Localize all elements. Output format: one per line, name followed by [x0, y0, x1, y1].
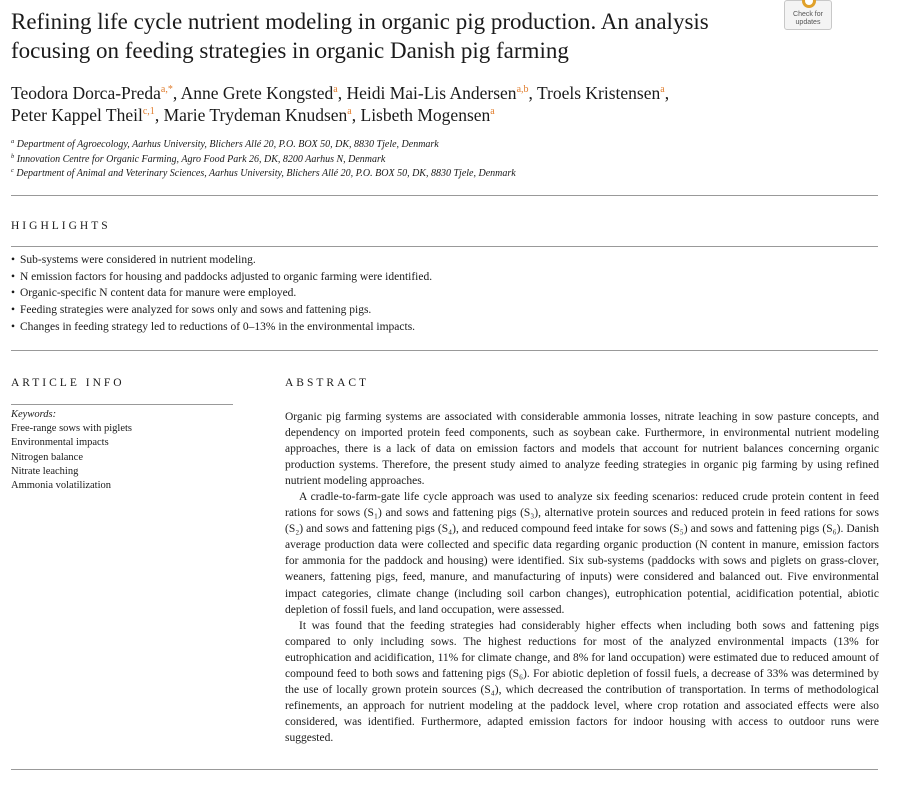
abstract-paragraph: It was found that the feeding strategies had considerably higher effects when including both sows and fattening pigs compared to only including sows. The highest reductions for most of the analyzed environmental impacts (13% for eutrophication and acidification, 11% for climate change, and 8% for land occupation) were estimated due to reduced amount of compound feed to both sows and fattening pigs (S₆). For abiotic depletion of fossil fuels, a decrease of 33% was determined by the use of locally grown protein sources (S₄), which decreased the contribution of transportation. In terms of methodological refinements, an approach for nutrient modeling at the paddock level, where crop rotation and associated effects were also considered, was identified. Furthermore, adapted emission factors for indoor housing with access to outdoor runs were suggested.	[285, 619, 879, 744]
author-affiliation-mark[interactable]: a	[490, 106, 495, 117]
affiliation-item	[11, 167, 871, 182]
divider	[11, 769, 878, 770]
keyword-item[interactable]: Environmental impacts	[11, 437, 109, 449]
bullet-icon: •	[11, 320, 16, 333]
check-for-updates-icon	[802, 0, 816, 8]
highlight-text: Changes in feeding strategy led to reductions of 0–13% in the environmental impacts.	[20, 320, 416, 333]
author-affiliation-mark[interactable]: a,*	[160, 84, 173, 95]
affiliation-mark: b	[11, 152, 15, 160]
article-info-heading: ARTICLE INFO	[11, 377, 125, 389]
author-affiliation-mark[interactable]: a	[347, 106, 352, 117]
article-title: Refining life cycle nutrient modeling in organic pig production. An analysis focusing on feeding strategies in organic Danish pig farming	[11, 9, 709, 63]
keyword-item[interactable]: Ammonia volatilization	[11, 480, 112, 492]
highlight-item	[11, 252, 878, 269]
affiliation-text: Department of Animal and Veterinary Sciences, Aarhus University, Blichers Allé 20, P.O. BOX 50, DK, 8830 Tjele, Denmark	[16, 168, 516, 179]
highlight-text: Organic-specific N content data for manure were employed.	[20, 287, 297, 300]
divider	[11, 350, 878, 351]
bullet-icon: •	[11, 304, 16, 317]
bullet-icon: •	[11, 270, 16, 283]
check-for-updates-label	[785, 11, 831, 26]
affiliation-text: Department of Agroecology, Aarhus University, Blichers Allé 20, P.O. BOX 50, DK, 8830 Tjele, Denmark	[16, 139, 439, 150]
highlight-item	[11, 285, 878, 302]
affiliation-item	[11, 153, 871, 168]
highlight-text: Sub-systems were considered in nutrient modeling.	[20, 254, 256, 266]
highlight-item	[11, 302, 878, 319]
author-affiliation-mark[interactable]: a	[333, 84, 338, 95]
author-name[interactable]: Heidi Mai-Lis Andersen	[346, 83, 517, 103]
highlight-text: Feeding strategies were analyzed for sows only and sows and fattening pigs.	[20, 304, 372, 317]
abstract-body	[285, 409, 879, 746]
author-separator: ,	[154, 105, 164, 125]
keyword-item[interactable]: Nitrogen balance	[11, 451, 84, 463]
keywords-list	[11, 422, 241, 493]
affiliation-item	[11, 138, 871, 153]
keyword-item[interactable]: Free-range sows with piglets	[11, 423, 133, 434]
author-name[interactable]: Marie Trydeman Knudsen	[163, 105, 348, 125]
author-list	[11, 82, 871, 126]
highlights-heading: HIGHLIGHTS	[11, 220, 111, 232]
author-name[interactable]: Lisbeth Mogensen	[360, 105, 491, 125]
keywords-label: Keywords:	[11, 409, 57, 420]
abstract-heading: ABSTRACT	[285, 377, 370, 389]
divider	[11, 195, 878, 196]
affiliation-list	[11, 138, 871, 182]
highlight-text: N emission factors for housing and paddocks adjusted to organic farming were identified.	[20, 270, 433, 283]
bullet-icon: •	[11, 254, 16, 266]
abstract-paragraph: Organic pig farming systems are associated with considerable ammonia losses, nitrate leaching in sow pasture concepts, and dependency on imported protein feed components, such as soybean cake. Furthermore, in environmental nutrient modeling approaches, there is a lack of data on emission factors and models that account for nutrient balances concerning organic production systems. Therefore, the present study aimed to analyze feeding strategies in organic pig farming by using refined nutrient modeling approaches.	[285, 411, 879, 488]
affiliation-text: Innovation Centre for Organic Farming, Agro Food Park 26, DK, 8200 Aarhus N, Denmark	[16, 153, 386, 165]
keyword-item[interactable]: Nitrate leaching	[11, 465, 79, 477]
badge-line-2: updates	[795, 18, 821, 26]
affiliation-mark: c	[11, 167, 14, 174]
abstract-paragraph: A cradle-to-farm-gate life cycle approach was used to analyze six feeding scenarios: reduced crude protein content in feed rations for sows (S₁) and sows and fattening pigs (S₃), alternative protein sources and reduced protein in feed rations for sows (S₂) and sows and fattening pigs (S₄), and reduced compound feed intake for sows (S₅) and sows and fattening pigs (S₆). Danish average production data were collected and specific data regarding organic production (N content in manure, emission factors for ammonia for the paddock and housing) were identified. Six sub-systems (paddocks with sows and piglets on grass-clover, weaners, fattening pigs, feed, manure, and manufacturing of inputs) were considered and balanced out. Five environmental impact categories, climate change (including soil carbon changes), eutrophication potential, acidification potential, abiotic depletion of fossil fuels, and land occupation, were assessed.	[285, 491, 879, 616]
affiliation-mark: a	[11, 138, 15, 145]
author-name[interactable]: Anne Grete Kongsted	[180, 83, 334, 103]
divider	[11, 246, 878, 247]
author-separator: ,	[351, 105, 361, 125]
author-affiliation-mark[interactable]: a	[660, 84, 665, 95]
highlights-list	[11, 252, 878, 336]
author-name[interactable]: Peter Kappel Theil	[11, 105, 143, 125]
author-affiliation-mark[interactable]: a,b	[516, 84, 529, 95]
highlight-item	[11, 269, 878, 286]
author-separator: ,	[528, 83, 537, 103]
author-separator: ,	[664, 83, 670, 103]
check-for-updates-badge[interactable]	[784, 0, 832, 30]
bullet-icon: •	[11, 287, 16, 300]
author-separator: ,	[337, 83, 347, 103]
author-separator: ,	[172, 83, 181, 103]
highlight-item	[11, 319, 878, 336]
author-affiliation-mark[interactable]: c,1	[142, 106, 155, 117]
badge-line-1: Check for	[793, 11, 823, 18]
divider	[11, 404, 233, 405]
author-name[interactable]: Troels Kristensen	[536, 83, 661, 103]
author-name[interactable]: Teodora Dorca-Preda	[11, 83, 161, 103]
